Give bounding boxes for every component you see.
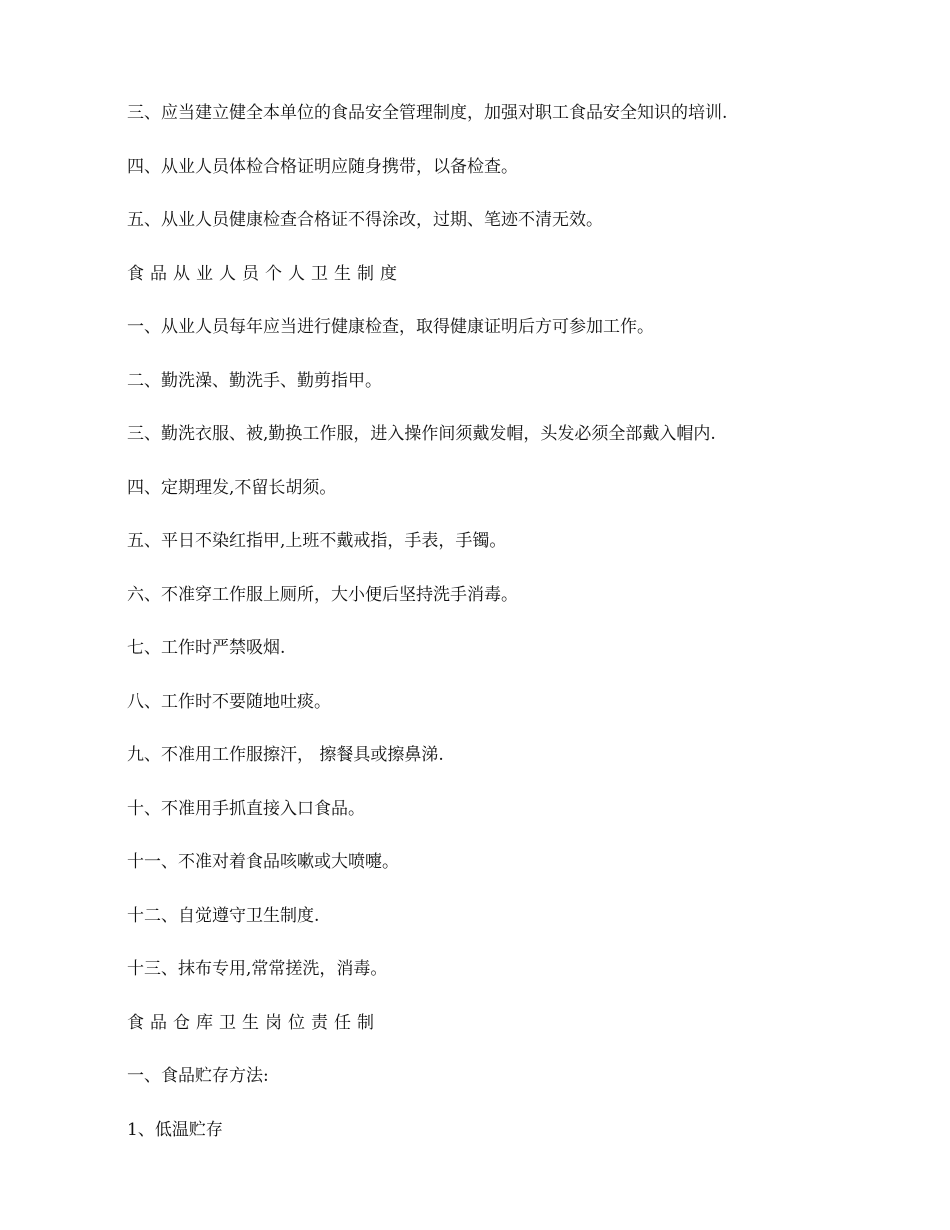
paragraph-line: 八、工作时不要随地吐痰。 <box>127 691 331 712</box>
paragraph-line: 十一、不准对着食品咳嗽或大喷嚏。 <box>127 852 399 872</box>
paragraph-line: 一、从业人员每年应当进行健康检查，取得健康证明后方可参加工作。 <box>127 317 654 337</box>
paragraph-line: 十三、抹布专用,常常搓洗，消毒。 <box>127 959 388 979</box>
paragraph-line: 六、不准穿工作服上厕所，大小便后坚持洗手消毒。 <box>127 584 518 605</box>
section-heading: 食品仓库卫生岗位责任制 <box>127 1012 380 1033</box>
paragraph-line: 十、不准用手抓直接入口食品。 <box>127 798 365 819</box>
paragraph-line: 四、定期理发,不留长胡须。 <box>127 477 337 498</box>
paragraph-line: 三、勤洗衣服、被,勤换工作服，进入操作间须戴发帽，头发必须全部戴入帽内. <box>127 424 716 444</box>
paragraph-line: 一、食品贮存方法: <box>127 1066 269 1086</box>
paragraph-line: 三、应当建立健全本单位的食品安全管理制度，加强对职工食品安全知识的培训. <box>127 103 728 123</box>
paragraph-line: 二、勤洗澡、勤洗手、勤剪指甲。 <box>127 370 382 391</box>
paragraph-line: 1、低温贮存 <box>127 1119 223 1140</box>
paragraph-line: 四、从业人员体检合格证明应随身携带，以备检查。 <box>127 156 518 177</box>
section-heading: 食品从业人员个人卫生制度 <box>127 263 403 284</box>
paragraph-line: 九、不准用工作服擦汗， 擦餐具或擦鼻涕. <box>127 745 444 765</box>
paragraph-line: 七、工作时严禁吸烟. <box>127 638 286 658</box>
paragraph-line: 十二、自觉遵守卫生制度. <box>127 905 320 926</box>
paragraph-line: 五、从业人员健康检查合格证不得涂改，过期、笔迹不清无效。 <box>127 210 603 230</box>
paragraph-line: 五、平日不染红指甲,上班不戴戒指，手表，手镯。 <box>127 531 507 551</box>
